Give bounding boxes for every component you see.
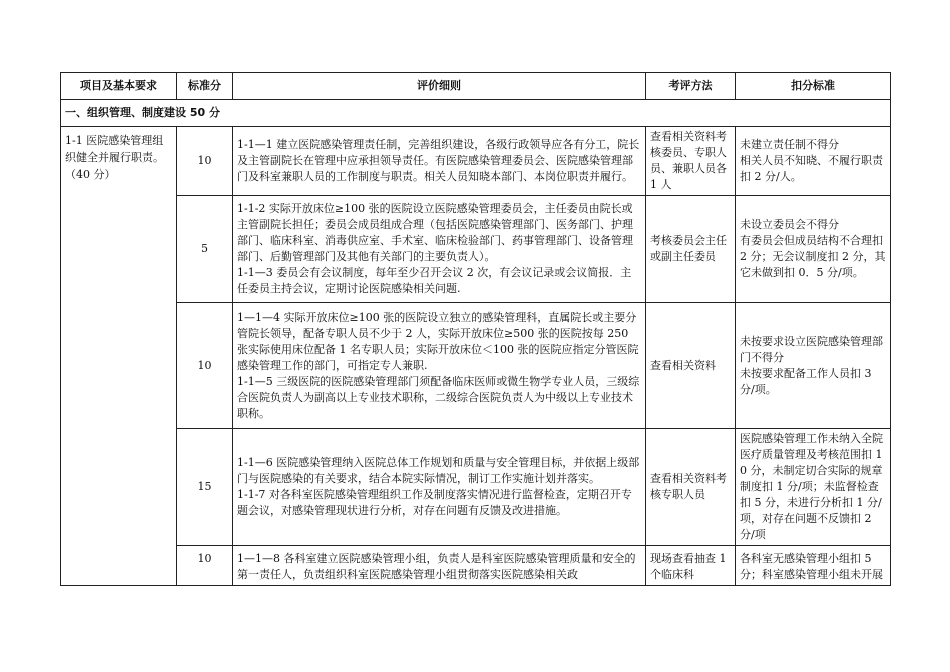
header-deduct: 扣分标准 [736,73,891,100]
method-cell: 查看相关资料考核委员、专职人员、兼职人员各 1 人 [646,127,736,196]
detail-cell [233,429,646,546]
evaluation-table [60,72,891,586]
score-cell: 15 [177,429,233,546]
section-title: 一、组织管理、制度建设 50 分 [61,100,891,127]
method-cell [646,546,736,586]
table-row [61,127,891,196]
detail-cell [233,546,646,586]
deduct-cell [736,429,891,546]
method-cell: 查看相关资料 [646,303,736,429]
score-cell: 10 [177,127,233,196]
detail-paragraph: 1-1—3 委员会有会议制度，每年至少召开会议 2 次，有会议记录或会议简报．主任委员主持会议，定期讨论医院感染相关问题. [237,266,632,295]
score-cell: 5 [177,196,233,303]
detail-cell [233,196,646,303]
deduct-text: 未按要求设立医院感染管理部门不得分 未按要求配备工作人员扣 3 分/项。 [740,334,883,396]
method-cell: 查看相关资料考核专职人员 [646,429,736,546]
header-detail: 评价细则 [233,73,646,100]
header-score: 标准分 [177,73,233,100]
deduct-cell [736,303,891,429]
deduct-text: 未建立责任制不得分 相关人员不知晓、不履行职责扣 2 分/人。 [740,138,883,183]
detail-paragraph: 1-1—1 建立医院感染管理责任制，完善组织建设，各级行政领导应各有分工，院长及主管副院长在管理中应承担领导责任。有医院感染管理委员会、医院感染管理部门及科室兼职人员的工作制度与职责。相关人员知晓本部门、本岗位职责并履行。 [237,138,640,183]
detail-cell [233,303,646,429]
method-text: 现场查看抽查 1 个临床科 [650,552,727,581]
detail-paragraph: 1-1-2 实际开放床位≥100 张的医院设立医院感染管理委员会，主任委员由院长或主管副院长担任；委员会成员组成合理（包括医院感染管理部门、医务部门、护理部门、临床科室、消毒供应室、手术室、临床检验部门、药事管理部门、设备管理部门、后勤管理部门及其他有关部门的主要负责人）。 [237,202,633,263]
table-row [61,196,891,303]
detail-paragraph: 1—1—8 各科室建立医院感染管理小组，负责人是科室医院感染管理质量和安全的第一责任人，负责组织科室医院感染管理小组贯彻落实医院感染相关政 [237,552,636,581]
score-cell: 10 [177,303,233,429]
table-row [61,303,891,429]
detail-cell [233,127,646,196]
header-method: 考评方法 [646,73,736,100]
header-row [61,73,891,100]
detail-paragraph: 1-1—5 三级医院的医院感染管理部门须配备临床医师或微生物学专业人员，三级综合医院负责人为副高以上专业技术职称，二级综合医院负责人为中级以上专业技术职称。 [237,374,640,420]
deduct-cell [736,546,891,586]
group-item-cell: 1-1 医院感染管理组织健全并履行职责。（40 分） [61,127,177,586]
deduct-text: 医院感染管理工作未纳入全院医疗质量管理及考核范围扣 10 分，未制定切合实际的规章制度扣 1 分/项；未监督检查扣 5 分，未进行分析扣 1 分/项，对存在问题不反馈扣 2 分/项 [740,432,883,541]
deduct-cell [736,127,891,196]
score-cell: 10 [177,546,233,586]
header-item: 项目及基本要求 [61,73,177,100]
deduct-cell [736,196,891,303]
detail-paragraph: 1—1—4 实际开放床位≥100 张的医院设立独立的感染管理科，直属院长或主要分管院长领导，配备专职人员不少于 2 人，实际开放床位≥500 张的医院按每 250 张实际使用床位配备 1 名专职人员；实际开放床位＜100 张的医院应指定分管医院感染管理工作的部门，可指定专人兼职. [237,310,639,372]
deduct-text: 各科室无感染管理小组扣 5 分；科室感染管理小组未开展 [740,552,883,581]
detail-paragraph: 1-1—6 医院感染管理纳入医院总体工作规划和质量与安全管理目标，并依据上级部门与医院感染的有关要求，结合本院实际情况，制订工作实施计划并落实。 [237,456,640,485]
section-row [61,100,891,127]
deduct-text: 未设立委员会不得分 有委员会但成员结构不合理扣 2 分；无会议制度扣 2 分，其它未做到扣 0．5 分/项。 [740,218,886,279]
detail-paragraph: 1-1-7 对各科室医院感染管理组织工作及制度落实情况进行监督检查，定期召开专题会议，对感染管理现状进行分析，对存在问题有反馈及改进措施。 [237,488,632,517]
table-row [61,546,891,586]
table-row [61,429,891,546]
method-cell: 考核委员会主任或副主任委员 [646,196,736,303]
